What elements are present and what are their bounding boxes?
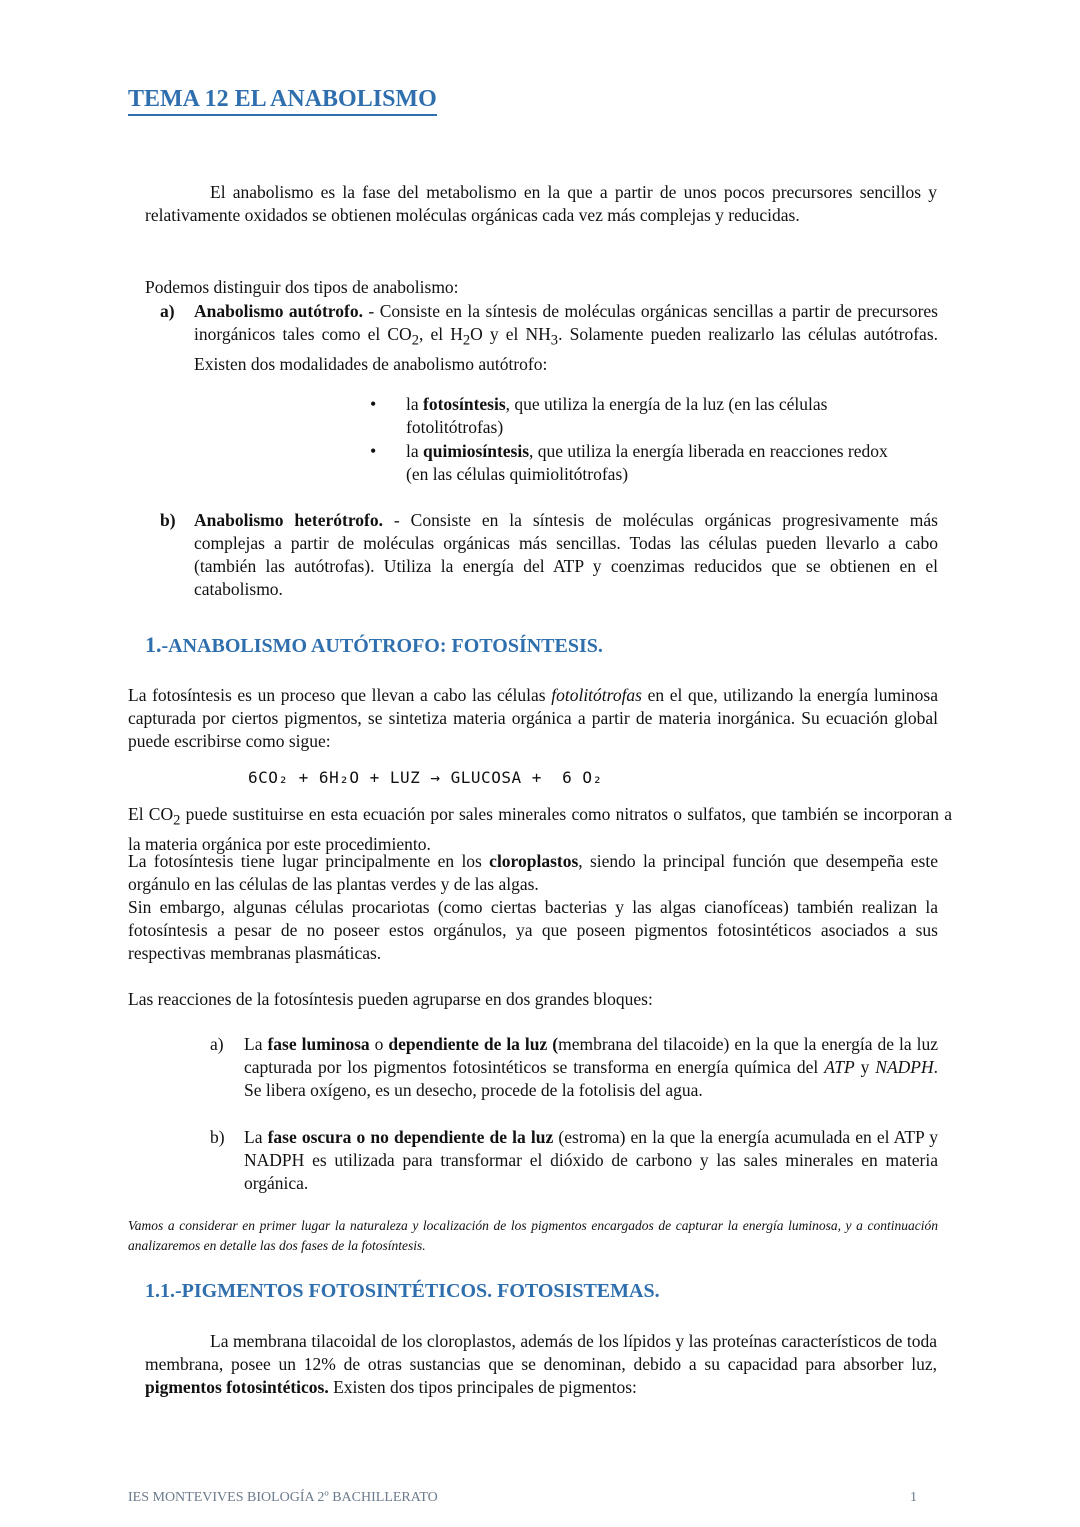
phase-a-marker: a) (210, 1034, 224, 1054)
footer-page-number: 1 (910, 1490, 917, 1505)
photosynthesis-paragraph-3: La fotosíntesis tiene lugar principalmente en los cloroplastos, siendo la principal función que desempeña este orgánulo en las células de las plantas verdes y de las algas. (128, 851, 938, 894)
photosynthesis-equation: 6CO₂ + 6H₂O + LUZ → GLUCOSA + 6 O₂ (248, 768, 603, 787)
term-pigmentos: pigmentos fotosintéticos. (145, 1377, 329, 1397)
section-1-1-heading: 1.1.-PIGMENTOS FOTOSINTÉTICOS. FOTOSISTEMAS. (145, 1280, 660, 1302)
photosynthesis-paragraph-1: La fotosíntesis es un proceso que llevan a cabo las células fotolitótrofas en el que, utilizando la energía luminosa capturada por ciertos pigmentos, se sintetiza materia orgánica a partir de materia inorgánica. Su ecuación global puede escribirse como sigue: (128, 685, 938, 751)
phase-b-text: La fase oscura o no dependiente de la luz (estroma) en la que la energía acumulada en el ATP y NADPH es utilizada para transformar el dióxido de carbono y las sales minerales en materia orgánica. (244, 1127, 938, 1193)
photosynthesis-paragraph-4: Sin embargo, algunas células procariotas (como ciertas bacterias y las algas cianofíceas) también realizan la fotosíntesis a pesar de no poseer estos orgánulos, ya que poseen pigmentos fotosintéticos asociados a sus respectivas membranas plasmáticas. (128, 897, 938, 963)
page-title: TEMA 12 EL ANABOLISMO (128, 84, 437, 116)
type-a-marker: a) (160, 301, 175, 321)
types-intro: Podemos distinguir dos tipos de anabolismo: (145, 277, 459, 297)
term-fotosintesis: fotosíntesis (423, 394, 506, 414)
type-b-marker: b) (160, 510, 176, 530)
phases-intro: Las reacciones de la fotosíntesis pueden agruparse en dos grandes bloques: (128, 989, 653, 1009)
term-cloroplastos: cloroplastos (489, 851, 579, 871)
photosynthesis-paragraph-2: El $CO_2$ puede sustituirse en esta ecuación por sales minerales como nitratos o sulfatos, que también se incorporan a la materia orgánica por este procedimiento. (128, 804, 952, 854)
italic-note: Vamos a considerar en primer lugar la naturaleza y localización de los pigmentos encargados de capturar la energía luminosa, y a continuación analizaremos en detalle las dos fases de la fotosíntesis. (128, 1218, 938, 1253)
bullet-icon: • (370, 441, 377, 461)
pigments-paragraph: La membrana tilacoidal de los cloroplastos, además de los lípidos y las proteínas característicos de toda membrana, posee un 12% de otras sustancias que se denominan, debido a su capacidad para absorber luz, pigmentos fotosintéticos. Existen dos tipos principales de pigmentos: (145, 1331, 937, 1397)
type-a-text: Anabolismo autótrofo. - Consiste en la síntesis de moléculas orgánicas sencillas a partir de precursores inorgánicos tales como el $CO_2$, el $H_2O$ y el $NH_3$. Solamente pueden realizarlo las células autótrofas. Existen dos modalidades de anabolismo autótrofo: (194, 301, 938, 374)
phase-a-text: La fase luminosa o dependiente de la luz (membrana del tilacoide) en la que la energía de la luz capturada por los pigmentos fotosintéticos se transforma en energía química del ATP y NADPH. Se libera oxígeno, es un desecho, procede de la fotolisis del agua. (244, 1034, 939, 1100)
section-1-heading: 1.-ANABOLISMO AUTÓTROFO: FOTOSÍNTESIS. (145, 632, 603, 657)
bullet-icon: • (370, 394, 377, 414)
term-quimiosintesis: quimiosíntesis (423, 441, 530, 461)
type-b-term: Anabolismo heterótrofo. (194, 510, 383, 530)
type-b-text: Anabolismo heterótrofo. - Consiste en la síntesis de moléculas orgánicas progresivamente más complejas a partir de moléculas orgánicas más sencillas. Todas las células pueden llevarlo a cabo (también las autótrofas). Utiliza la energía del ATP y coenzimas reducidos que se obtienen en el catabolismo. (194, 510, 938, 599)
phase-b-marker: b) (210, 1127, 225, 1147)
intro-paragraph: El anabolismo es la fase del metabolismo en la que a partir de unos pocos precursores sencillos y relativamente oxidados se obtienen moléculas orgánicas cada vez más complejas y reducidas. (145, 182, 937, 225)
footer-school: IES MONTEVIVES BIOLOGÍA 2º BACHILLERATO (128, 1490, 438, 1505)
type-a-term: Anabolismo autótrofo. (194, 301, 363, 321)
